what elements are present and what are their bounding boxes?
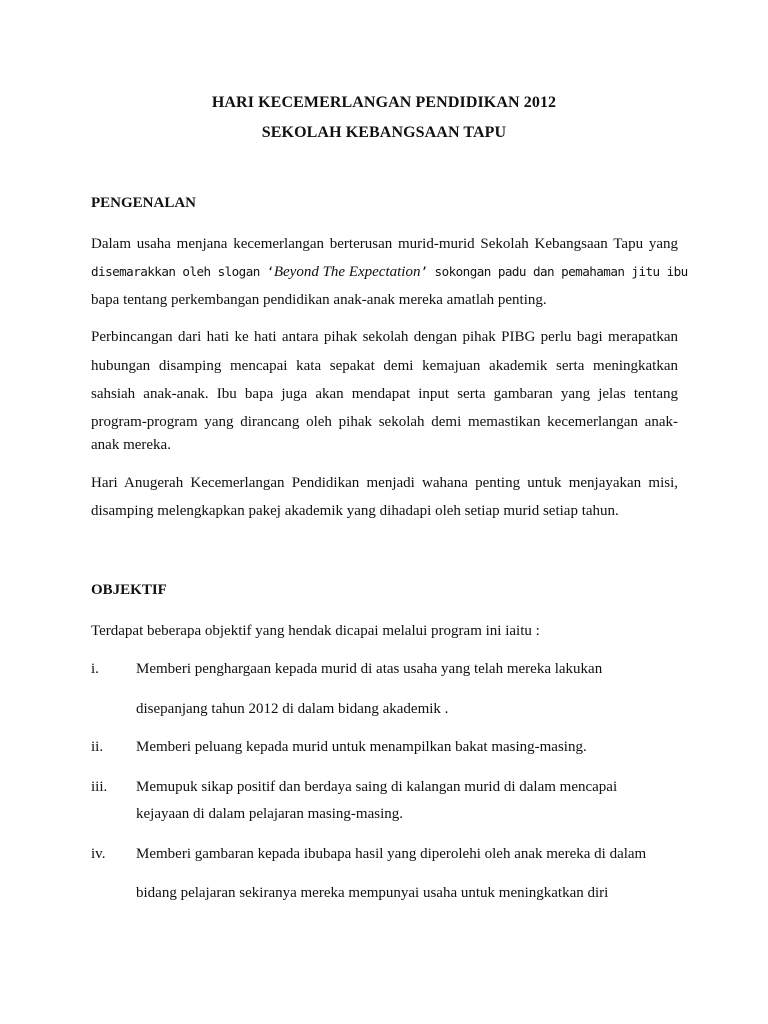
slogan-suffix: ’ sokongan padu dan pemahaman jitu ibu <box>420 264 688 279</box>
paragraph-line: Dalam usaha menjana kecemerlangan berterusan murid-murid Sekolah Kebangsaan Tapu yang <box>91 236 678 252</box>
list-item-line: kejayaan di dalam pelajaran masing-masing. <box>136 806 403 822</box>
paragraph-line: Perbincangan dari hati ke hati antara pihak sekolah dengan pihak PIBG perlu bagi merapatkan <box>91 329 678 345</box>
list-item-line: Memupuk sikap positif dan berdaya saing di kalangan murid di dalam mencapai <box>136 779 618 795</box>
list-item-line: Memberi gambaran kepada ibubapa hasil yang diperolehi oleh anak mereka di dalam <box>136 846 647 862</box>
list-item-number: iv. <box>91 846 106 862</box>
list-item-number: iii. <box>91 779 108 795</box>
list-item-number: i. <box>91 661 99 677</box>
section-heading-pengenalan: PENGENALAN <box>91 195 197 211</box>
paragraph-line: sahsiah anak-anak. Ibu bapa juga akan mendapat input serta gambaran yang jelas tentang <box>91 386 678 402</box>
list-item-number: ii. <box>91 739 104 755</box>
list-item-line: Memberi peluang kepada murid untuk menampilkan bakat masing-masing. <box>136 739 587 755</box>
paragraph-line: program-program yang dirancang oleh pihak sekolah demi memastikan kecemerlangan anak- <box>91 414 678 430</box>
paragraph-line: disamping melengkapkan pakej akademik yang dihadapi oleh setiap murid setiap tahun. <box>91 503 619 519</box>
paragraph-line-slogan <box>91 264 688 281</box>
section-heading-objektif: OBJEKTIF <box>91 582 167 598</box>
list-item-line: Memberi penghargaan kepada murid di atas usaha yang telah mereka lakukan <box>136 661 603 677</box>
paragraph-line: bapa tentang perkembangan pendidikan anak-anak mereka amatlah penting. <box>91 292 547 308</box>
paragraph-line: anak mereka. <box>91 437 171 453</box>
slogan-text: Beyond The Expectation <box>273 264 421 280</box>
slogan-prefix: disemarakkan oleh slogan ‘ <box>91 264 274 279</box>
objektif-intro: Terdapat beberapa objektif yang hendak dicapai melalui program ini iaitu : <box>91 623 540 639</box>
paragraph-line: Hari Anugerah Kecemerlangan Pendidikan menjadi wahana penting untuk menjayakan misi, <box>91 475 678 491</box>
list-item-line: bidang pelajaran sekiranya mereka mempunyai usaha untuk meningkatkan diri <box>136 885 609 901</box>
paragraph-line: hubungan disamping mencapai kata sepakat demi kemajuan akademik serta meningkatkan <box>91 358 678 374</box>
document-subtitle: SEKOLAH KEBANGSAAN TAPU <box>261 124 507 141</box>
list-item-line: disepanjang tahun 2012 di dalam bidang akademik . <box>136 701 449 717</box>
document-title: HARI KECEMERLANGAN PENDIDIKAN 2012 <box>211 94 557 111</box>
